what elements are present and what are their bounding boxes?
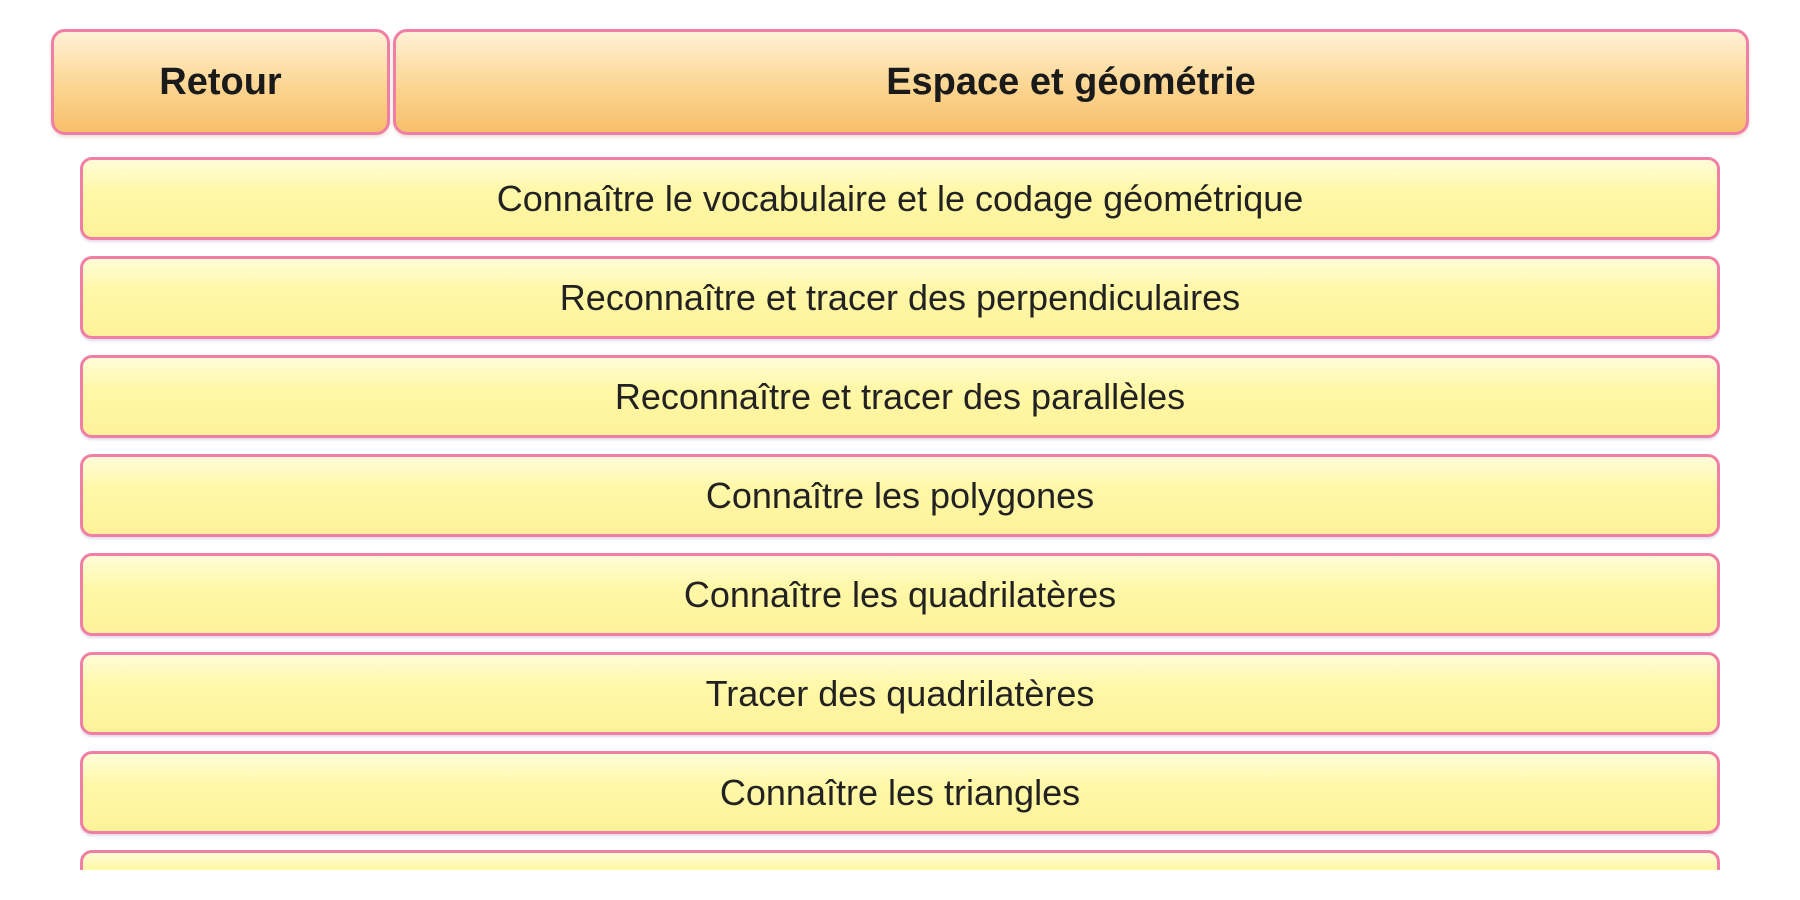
list-item-paralleles[interactable]: Reconnaître et tracer des parallèles	[80, 355, 1720, 438]
list-item-tracer-quadrilateres[interactable]: Tracer des quadrilatères	[80, 652, 1720, 735]
back-button[interactable]: Retour	[51, 29, 390, 135]
list-item-quadrilateres[interactable]: Connaître les quadrilatères	[80, 553, 1720, 636]
list-item-vocabulaire[interactable]: Connaître le vocabulaire et le codage géométrique	[80, 157, 1720, 240]
list-item-triangles[interactable]: Connaître les triangles	[80, 751, 1720, 834]
list-item-polygones[interactable]: Connaître les polygones	[80, 454, 1720, 537]
page-title: Espace et géométrie	[393, 29, 1749, 135]
list-item-perpendiculaires[interactable]: Reconnaître et tracer des perpendiculaires	[80, 256, 1720, 339]
list-item-partial[interactable]	[80, 850, 1720, 870]
topic-list	[80, 157, 1720, 870]
